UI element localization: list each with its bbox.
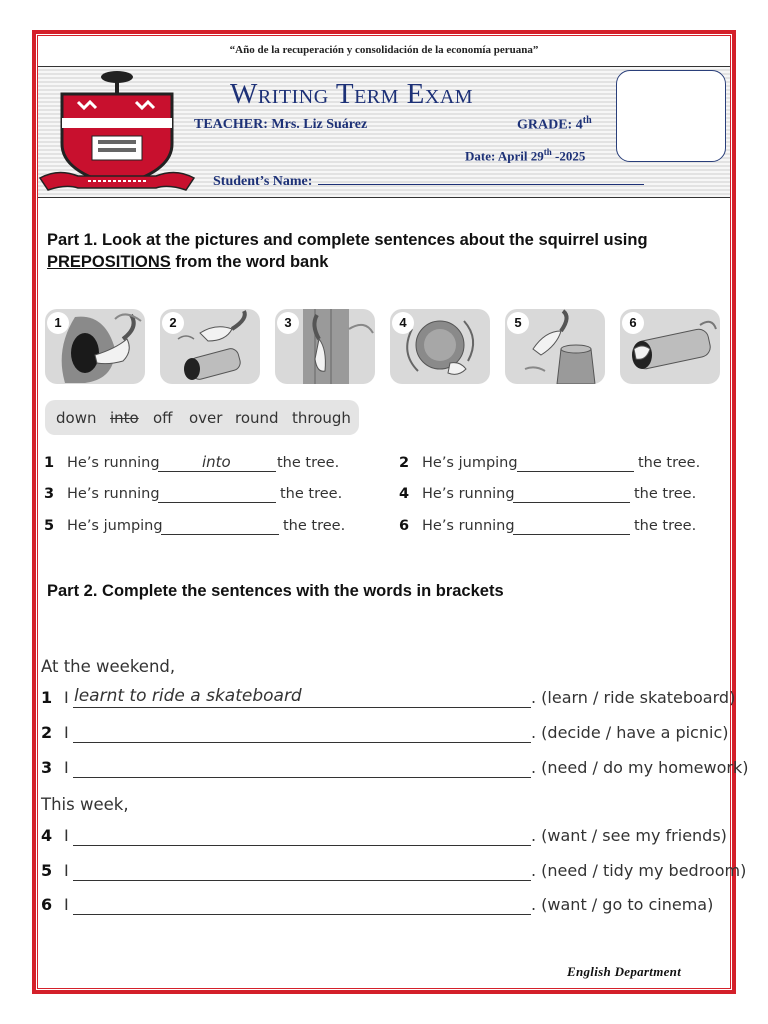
student-name-blank[interactable] xyxy=(318,172,644,185)
exam-date xyxy=(465,147,585,164)
row-subject: I xyxy=(64,861,69,880)
part1-heading-text: Part 1. Look at the pictures and complete sentences about the squirrel using xyxy=(47,231,648,249)
date-year: -2025 xyxy=(551,148,586,164)
exercise-start: He’s jumping xyxy=(67,518,163,534)
exercise-start: He’s running xyxy=(67,455,160,471)
part1-heading xyxy=(47,229,727,273)
word-bank-item: through xyxy=(292,409,351,427)
exercise-end: the tree. xyxy=(277,455,340,471)
exercise-3 xyxy=(44,486,354,508)
exercise-6 xyxy=(399,518,719,540)
exercise-start: He’s running xyxy=(422,486,515,502)
picture-squirrel-round-tree xyxy=(390,309,490,384)
exercise-number: 2 xyxy=(399,455,410,471)
word-bank xyxy=(45,400,359,435)
answer-line[interactable] xyxy=(73,914,531,915)
part2-row-1 xyxy=(41,686,736,712)
exercise-4 xyxy=(399,486,719,508)
row-hint: . (want / go to cinema) xyxy=(531,895,714,914)
answer-line[interactable] xyxy=(73,777,531,778)
row-hint: . (need / do my homework) xyxy=(531,758,749,777)
exercise-end: the tree. xyxy=(280,486,343,502)
answer-line[interactable] xyxy=(73,742,531,743)
row-number: 6 xyxy=(41,895,53,914)
exercise-blank[interactable] xyxy=(161,518,279,535)
exercise-start: He’s running xyxy=(422,518,515,534)
exercise-2 xyxy=(399,455,719,477)
picture-squirrel-through-log xyxy=(620,309,720,384)
part2-row-4 xyxy=(41,824,731,850)
part2-row-5 xyxy=(41,859,747,885)
row-subject: I xyxy=(64,826,69,845)
exercise-answer: into xyxy=(202,453,231,471)
exercise-5 xyxy=(44,518,354,540)
part2-row-3 xyxy=(41,756,749,782)
word-bank-item-used: into xyxy=(110,409,139,427)
picture-squirrel-over-log xyxy=(160,309,260,384)
picture-number: 4 xyxy=(392,312,414,334)
part2-row-2 xyxy=(41,721,731,747)
part2-group-weekend: At the weekend, xyxy=(41,657,176,676)
exercise-number: 5 xyxy=(44,518,55,534)
exercise-start: He’s running xyxy=(67,486,160,502)
grade-label: GRADE: xyxy=(517,117,573,133)
row-hint: . (learn / ride skateboard) xyxy=(531,688,736,707)
student-name-field[interactable] xyxy=(213,172,644,190)
school-crest-logo xyxy=(38,68,196,196)
exam-title: Writing Term Exam xyxy=(230,78,474,110)
part1-heading-keyword: PREPOSITIONS xyxy=(47,253,171,271)
word-bank-item: off xyxy=(153,409,173,427)
date-suffix: th xyxy=(543,147,552,157)
row-subject: I xyxy=(64,758,69,777)
picture-number: 6 xyxy=(622,312,644,334)
row-number: 3 xyxy=(41,758,53,777)
word-bank-item: down xyxy=(56,409,97,427)
grade-info xyxy=(517,115,592,134)
date-prefix: Date: April 29 xyxy=(465,148,544,164)
part2-row-6 xyxy=(41,893,731,919)
picture-number: 1 xyxy=(47,312,69,334)
row-hint: . (decide / have a picnic) xyxy=(531,723,729,742)
national-motto: “Año de la recuperación y consolidación de la economía peruana” xyxy=(229,44,539,56)
exercise-end: the tree. xyxy=(283,518,346,534)
row-answer: learnt to ride a skateboard xyxy=(74,686,302,706)
exercise-number: 4 xyxy=(399,486,410,502)
answer-line[interactable] xyxy=(73,845,531,846)
answer-line[interactable] xyxy=(73,707,531,708)
footer-department: English Department xyxy=(567,964,682,979)
student-name-label: Student’s Name: xyxy=(213,174,313,189)
row-number: 2 xyxy=(41,723,53,742)
part1-heading-suffix: from the word bank xyxy=(170,253,329,271)
picture-squirrel-down-tree xyxy=(275,309,375,384)
row-subject: I xyxy=(64,895,69,914)
picture-squirrel-off-stump xyxy=(505,309,605,384)
exercise-end: the tree. xyxy=(638,455,701,471)
word-bank-item: over xyxy=(189,409,223,427)
grade-suffix: th xyxy=(582,115,592,126)
part2-heading: Part 2. Complete the sentences with the words in brackets xyxy=(47,582,504,600)
row-number: 5 xyxy=(41,861,53,880)
word-bank-item: round xyxy=(235,409,279,427)
exercise-number: 1 xyxy=(44,455,55,471)
row-subject: I xyxy=(64,723,69,742)
exercise-start: He’s jumping xyxy=(422,455,518,471)
exercise-end: the tree. xyxy=(634,486,697,502)
teacher-name: TEACHER: Mrs. Liz Suárez xyxy=(194,117,368,132)
row-number: 1 xyxy=(41,688,53,707)
exercise-number: 6 xyxy=(399,518,410,534)
answer-line[interactable] xyxy=(73,880,531,881)
picture-number: 3 xyxy=(277,312,299,334)
exercise-blank[interactable] xyxy=(513,518,630,535)
row-hint: . (want / see my friends) xyxy=(531,826,727,845)
part2-group-this-week: This week, xyxy=(41,795,129,814)
exercise-blank[interactable] xyxy=(158,486,276,503)
row-number: 4 xyxy=(41,826,53,845)
exercise-blank[interactable] xyxy=(517,455,634,472)
exercise-blank[interactable] xyxy=(513,486,630,503)
exercise-end: the tree. xyxy=(634,518,697,534)
picture-number: 5 xyxy=(507,312,529,334)
picture-number: 2 xyxy=(162,312,184,334)
picture-squirrel-into-tree xyxy=(45,309,145,384)
grade-value: 4 xyxy=(575,117,583,133)
score-box[interactable] xyxy=(616,70,726,162)
exercise-number: 3 xyxy=(44,486,55,502)
row-subject: I xyxy=(64,688,69,707)
exercise-1 xyxy=(44,455,354,477)
row-hint: . (need / tidy my bedroom) xyxy=(531,861,747,880)
